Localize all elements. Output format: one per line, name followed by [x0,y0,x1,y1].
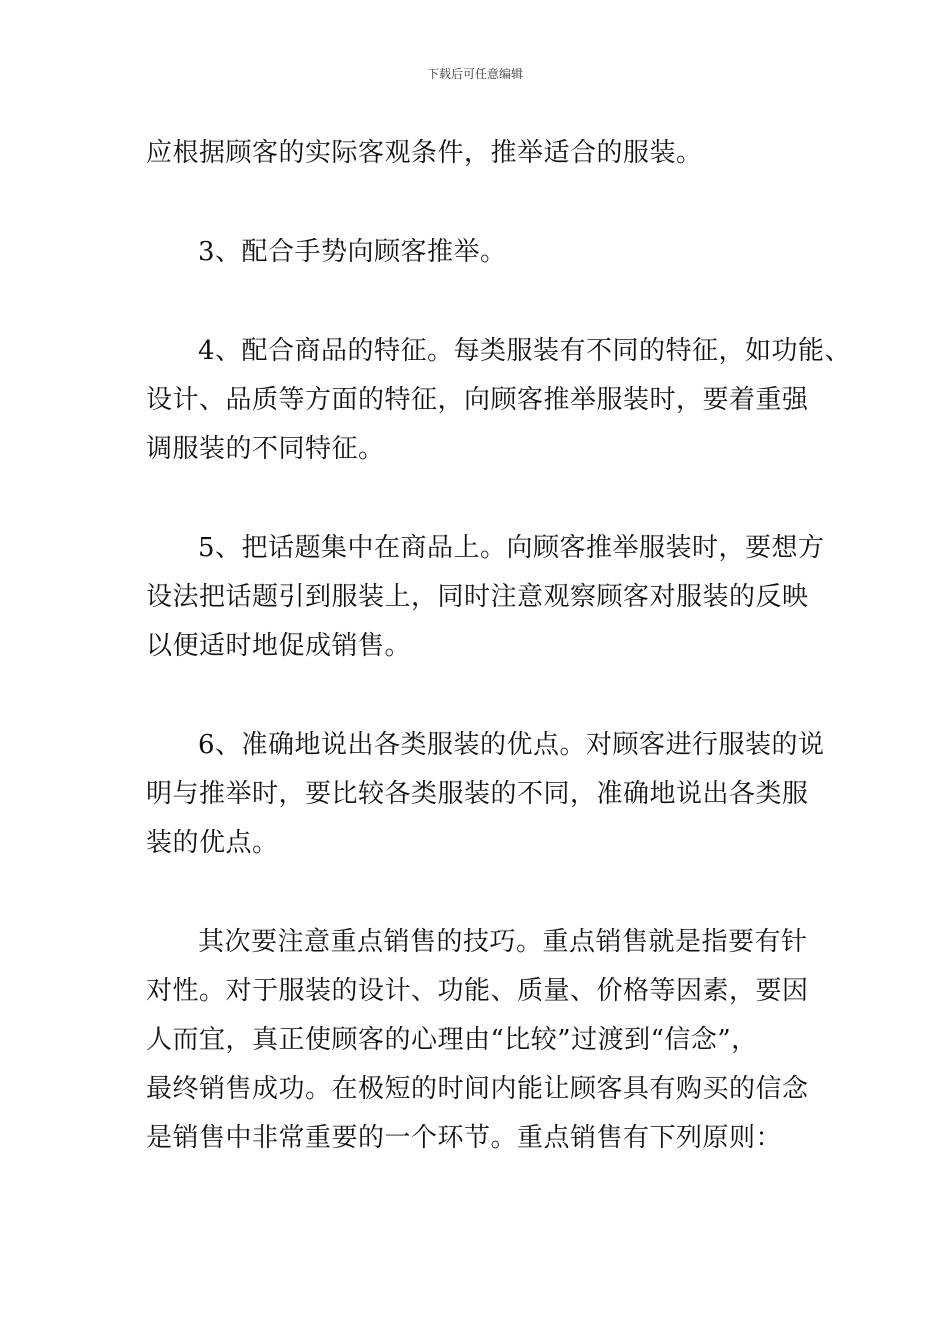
text-line: 对性。对于服装的设计、功能、质量、价格等因素，要因 [146,976,809,1006]
paragraph-key-selling [146,918,822,1163]
page-header [0,66,950,82]
text-line: 应根据顾客的实际客观条件，推举适合的服装。 [146,138,703,168]
text-line: 3、配合手势向顾客推举。 [198,237,507,267]
text-line: 6、准确地说出各类服装的优点。对顾客进行服装的说 [198,730,825,760]
text-line: 5、把话题集中在商品上。向顾客推举服装时，要想方 [198,533,825,563]
text-line: 其次要注意重点销售的技巧。重点销售就是指要有针 [198,927,808,957]
text-line: 4、配合商品的特征。每类服装有不同的特征，如功能、 [198,336,852,366]
text-line: 调服装的不同特征。 [146,434,385,464]
document-body [146,129,852,1163]
text-line: 明与推举时，要比较各类服装的不同，准确地说出各类服 [146,779,809,809]
paragraph-item-5 [146,524,825,671]
text-line: 设法把话题引到服装上，同时注意观察顾客对服装的反映 [146,582,809,612]
paragraph-item-4 [146,327,852,474]
paragraph-item-3 [146,228,822,277]
paragraph-intro [146,129,822,178]
header-text: 下载后可任意编辑 [426,67,523,81]
text-line: 人而宜，真正使顾客的心理由“比较”过渡到“信念”， [146,1025,758,1055]
text-line: 是销售中非常重要的一个环节。重点销售有下列原则： [146,1123,783,1153]
text-line: 最终销售成功。在极短的时间内能让顾客具有购买的信念 [146,1074,809,1104]
text-line: 装的优点。 [146,828,279,858]
text-line: 设计、品质等方面的特征，向顾客推举服装时，要着重强 [146,385,809,415]
paragraph-item-6 [146,721,825,868]
text-line: 以便适时地促成销售。 [146,631,412,661]
